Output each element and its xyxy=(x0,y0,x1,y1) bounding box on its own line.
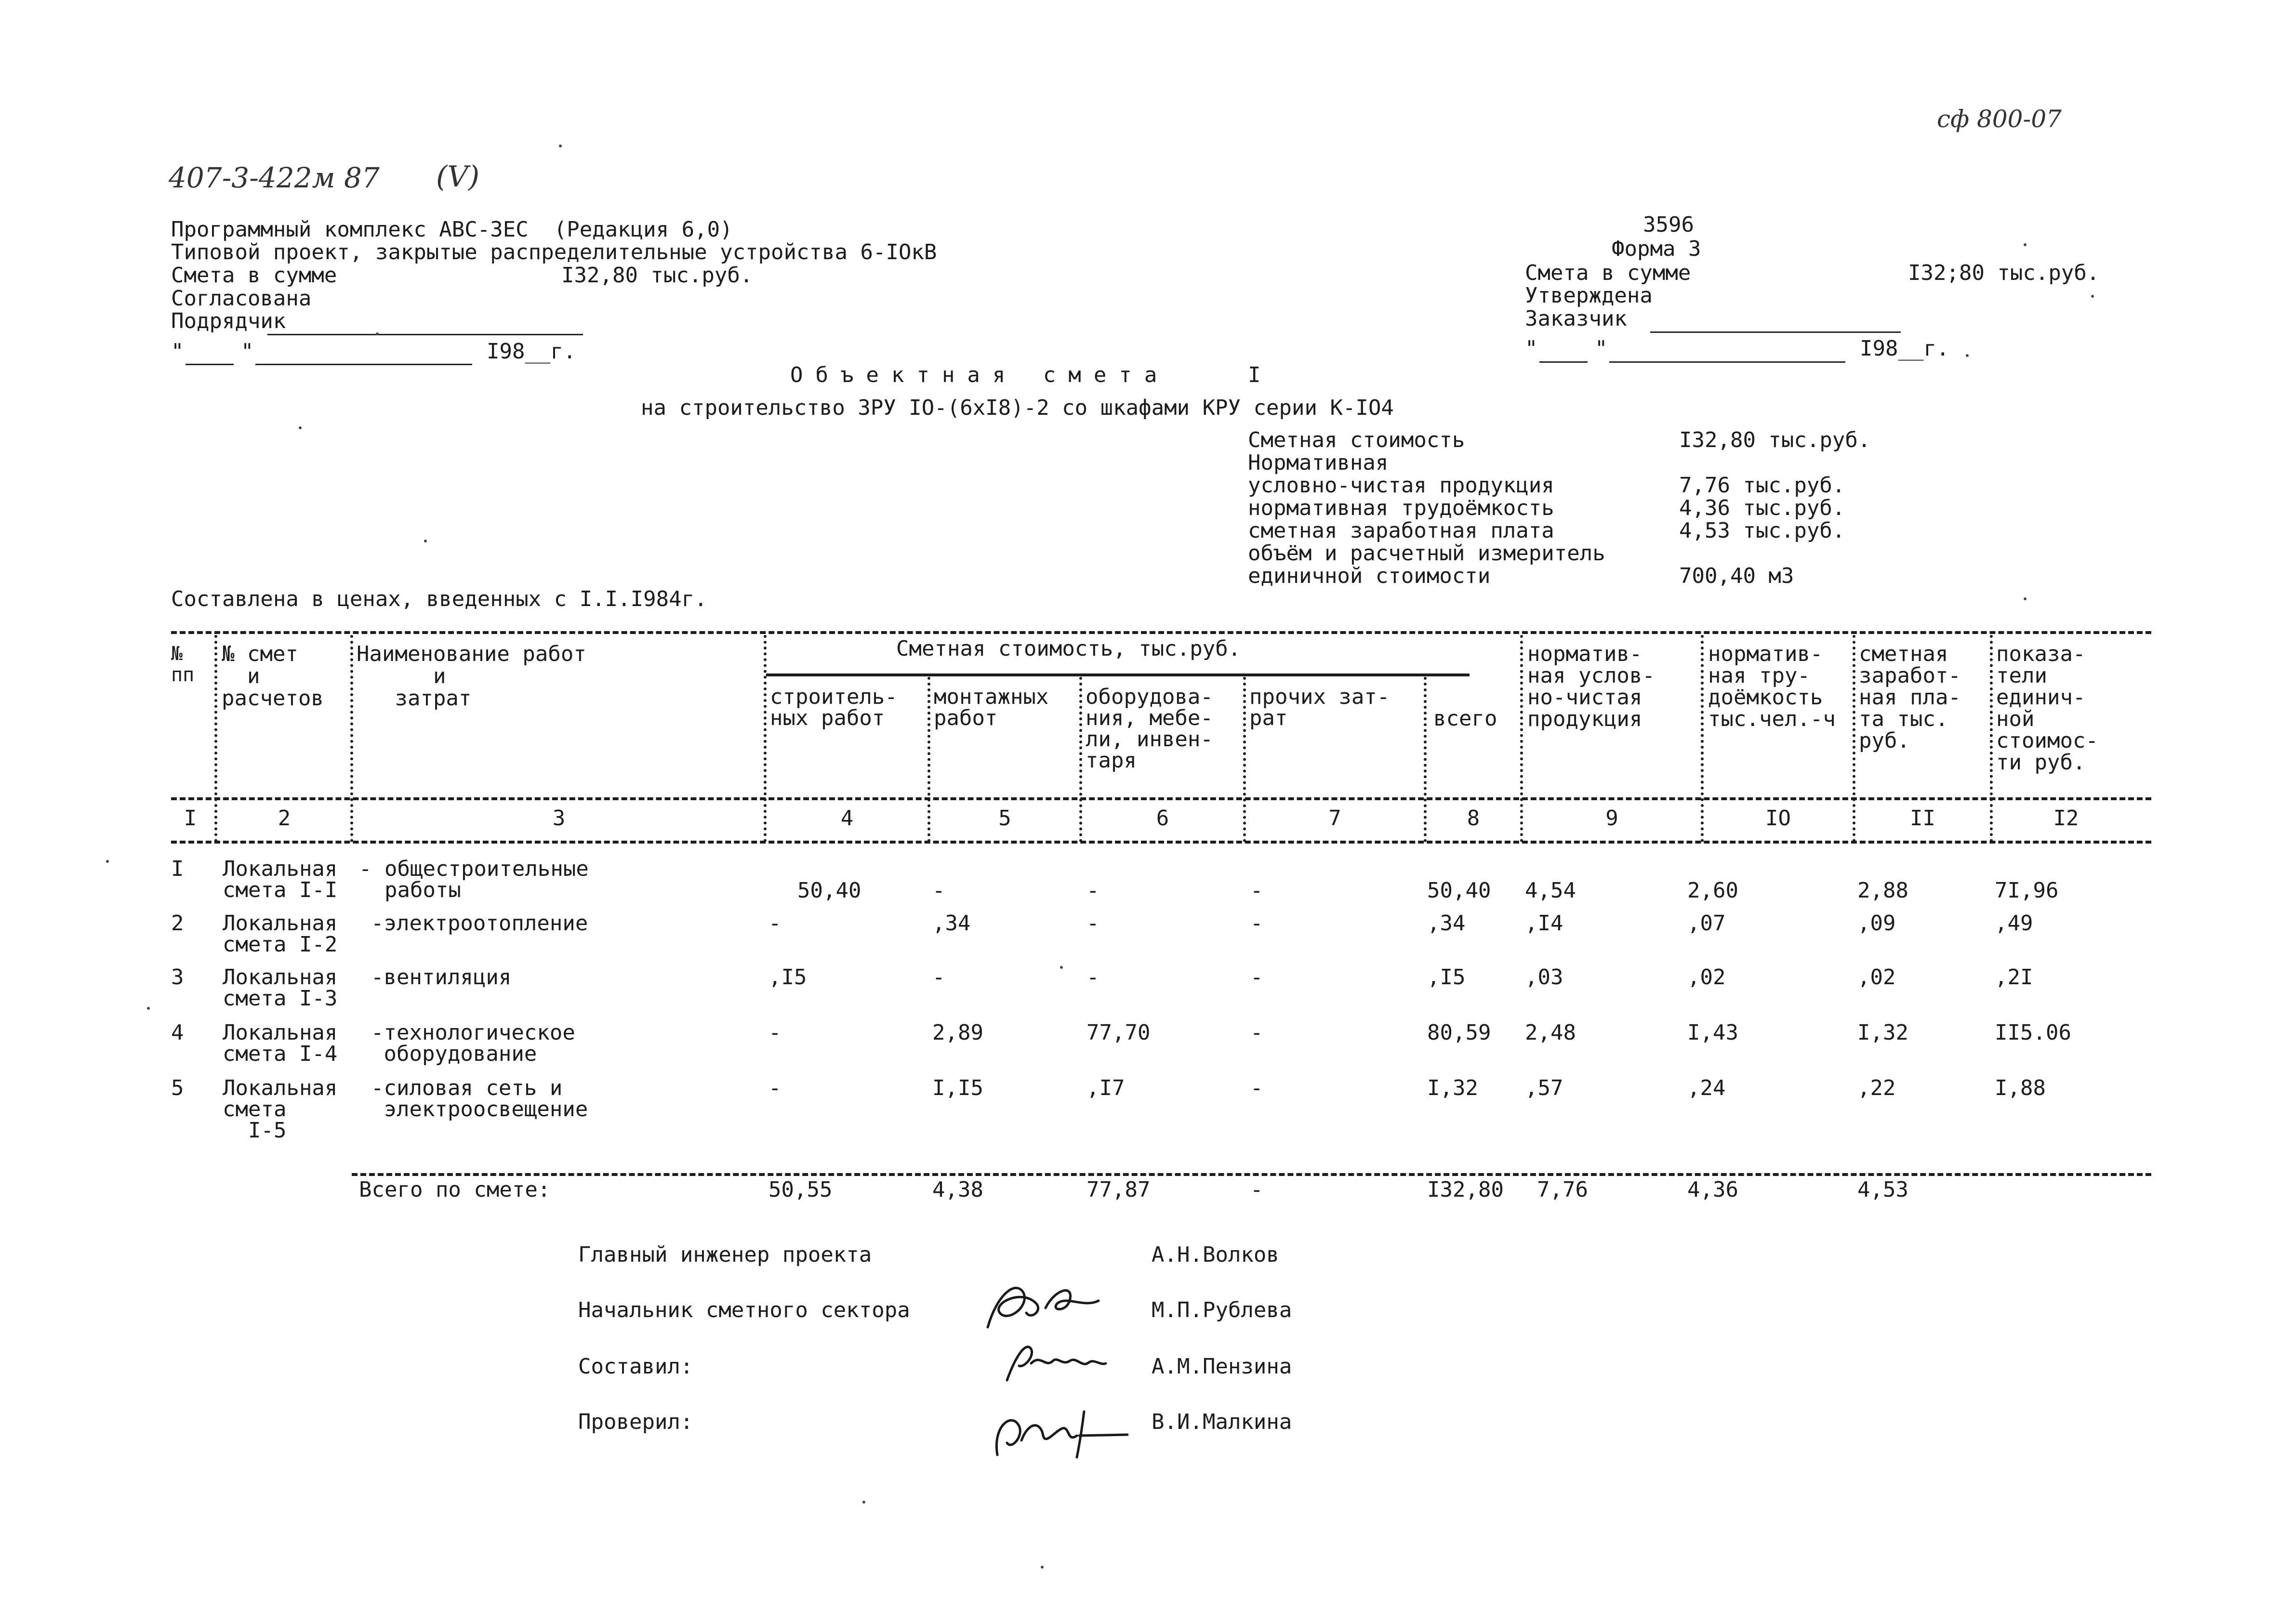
row-equipment: ,I7 xyxy=(1086,1076,1125,1100)
right-sum-value: I32;80 тыс.руб. xyxy=(1908,261,2100,285)
row-estimate: Локальная смета I-4 xyxy=(223,1020,338,1066)
col-sep-2 xyxy=(350,635,353,842)
row-net-product: ,I4 xyxy=(1525,911,1563,936)
col-sep-7 xyxy=(1424,677,1427,842)
right-approved-label: Утверждена xyxy=(1525,283,1653,308)
signature-name: А.Н.Волков xyxy=(1152,1242,1279,1267)
header-equipment: оборудова- ния, мебе- ли, инвен- таря xyxy=(1086,685,1213,773)
summary-label-normative: Нормативная xyxy=(1248,450,1389,475)
row-estimate: Локальная смета I-2 xyxy=(223,911,338,957)
col-number: II xyxy=(1910,806,1935,831)
project-line: Типовой проект, закрытые распределительные устройства 6-IOкВ xyxy=(171,240,937,264)
scan-speck xyxy=(559,145,562,147)
row-total: ,34 xyxy=(1427,911,1466,936)
row-unit-indicator: ,49 xyxy=(1995,911,2033,936)
row-number: 5 xyxy=(171,1076,184,1100)
row-installation: I,I5 xyxy=(932,1076,983,1100)
row-installation: 2,89 xyxy=(932,1020,983,1045)
row-wages: I,32 xyxy=(1857,1020,1908,1045)
header-wages: сметная заработ- ная пла- та тыс. руб. xyxy=(1859,642,1961,753)
row-net-product: 2,48 xyxy=(1525,1020,1576,1045)
row-equipment: - xyxy=(1086,878,1099,903)
col-number: I2 xyxy=(2053,806,2079,831)
total-net-product: 7,76 xyxy=(1537,1177,1588,1202)
handwritten-signature-malkina xyxy=(983,1397,1137,1465)
row-total: ,I5 xyxy=(1427,965,1466,990)
row-wages: ,22 xyxy=(1857,1076,1896,1100)
scan-speck xyxy=(2091,295,2094,298)
signature-role: Главный инженер проекта xyxy=(578,1242,872,1267)
summary-value-labor: 4,36 тыс.руб. xyxy=(1679,496,1845,520)
col-sep-5 xyxy=(1079,677,1082,842)
row-installation: ,34 xyxy=(932,911,971,936)
row-estimate: Локальная смета I-I xyxy=(223,857,338,902)
document-number: I xyxy=(1248,363,1261,387)
signature-role: Составил: xyxy=(578,1354,693,1379)
right-date-day-line xyxy=(1539,361,1588,363)
col-number: 8 xyxy=(1467,806,1480,831)
row-work-name: -электроотопление xyxy=(371,911,588,936)
total-construction: 50,55 xyxy=(768,1177,833,1202)
header-installation: монтажных работ xyxy=(934,685,1049,730)
row-other: - xyxy=(1250,965,1263,990)
row-work-name: -силовая сеть и электроосвещение xyxy=(371,1076,588,1122)
table-top-rule xyxy=(171,631,2151,634)
left-sum-value: I32,80 тыс.руб. xyxy=(561,263,753,288)
row-estimate: Локальная смета I-3 xyxy=(223,965,338,1011)
row-construction: ,I5 xyxy=(768,965,807,990)
scan-speck xyxy=(424,540,427,542)
header-group-cost: Сметная стоимость, тыс.руб. xyxy=(896,636,1241,661)
contractor-label: Подрядчик xyxy=(171,309,286,333)
row-wages: ,02 xyxy=(1857,965,1896,990)
total-equipment: 77,87 xyxy=(1086,1177,1151,1202)
row-number: 4 xyxy=(171,1020,184,1045)
row-total: 50,40 xyxy=(1427,878,1491,903)
header-row-number: № пп xyxy=(171,643,195,686)
header-work-name: Наименование работ и затрат xyxy=(357,642,586,711)
scan-speck xyxy=(2024,597,2026,600)
header-estimate-number: № смет и расчетов xyxy=(222,642,324,711)
col-sep-1 xyxy=(214,635,217,842)
row-construction: - xyxy=(768,911,781,936)
col-number: 2 xyxy=(278,806,291,831)
signature-name: М.П.Рублева xyxy=(1152,1298,1292,1322)
prices-note: Составлена в ценах, введенных с I.I.I984г. xyxy=(171,587,707,611)
col-sep-9 xyxy=(1701,635,1704,842)
summary-label-unit-cost: единичной стоимости xyxy=(1248,564,1491,588)
right-date-year: I98__г. xyxy=(1860,336,1949,361)
left-date-year: I98__г. xyxy=(487,339,576,364)
header-total: всего xyxy=(1433,706,1497,731)
total-sum: I32,80 xyxy=(1427,1177,1504,1202)
scan-speck xyxy=(1060,966,1063,969)
signature-name: А.М.Пензина xyxy=(1152,1354,1292,1379)
right-date-month-line xyxy=(1609,361,1845,363)
row-labor: 2,60 xyxy=(1687,878,1738,903)
document-code-handwritten: сф 800-07 xyxy=(1937,105,2062,133)
row-unit-indicator: ,2I xyxy=(1995,965,2033,990)
summary-value-wages: 4,53 тыс.руб. xyxy=(1679,518,1845,543)
row-net-product: ,03 xyxy=(1525,965,1563,990)
summary-value-cost: I32,80 тыс.руб. xyxy=(1679,428,1871,452)
scan-speck xyxy=(1041,1566,1044,1569)
left-sum-label: Смета в сумме xyxy=(171,263,337,288)
header-other: прочих зат- рат xyxy=(1249,685,1390,730)
signature-role: Начальник сметного сектора xyxy=(578,1298,910,1322)
header-net-product: норматив- ная услов- но-чистая продукция xyxy=(1527,642,1655,731)
left-approved-label: Согласована xyxy=(171,286,312,311)
row-net-product: 4,54 xyxy=(1525,878,1576,903)
right-date-quote-close: " xyxy=(1595,336,1608,361)
row-work-name: -вентиляция xyxy=(371,965,512,990)
col-number: 3 xyxy=(552,806,566,831)
row-unit-indicator: I,88 xyxy=(1995,1076,2046,1100)
row-unit-indicator: 7I,96 xyxy=(1995,878,2059,903)
col-number: 4 xyxy=(840,806,854,831)
col-sep-4 xyxy=(927,677,930,842)
document-title: Объектная смета xyxy=(790,363,1170,387)
scan-speck xyxy=(2024,243,2026,246)
row-installation: - xyxy=(932,878,945,903)
summary-value-volume: 700,40 м3 xyxy=(1679,564,1794,588)
summary-label-wages: сметная заработная плата xyxy=(1248,518,1554,543)
row-work-name: -технологическое оборудование xyxy=(371,1020,575,1066)
row-number: I xyxy=(171,857,184,881)
row-wages: ,09 xyxy=(1857,911,1896,936)
handwritten-signature-penzina xyxy=(997,1334,1113,1387)
scan-speck xyxy=(1966,354,1969,357)
row-number: 3 xyxy=(171,965,184,990)
contractor-signature-line xyxy=(267,334,583,335)
summary-label-cost: Сметная стоимость xyxy=(1248,428,1465,452)
customer-label: Заказчик xyxy=(1525,306,1627,331)
row-total: 80,59 xyxy=(1427,1020,1491,1045)
header-unit-indicators: показа- тели единич- ной стоимос- ти руб. xyxy=(1996,642,2098,775)
form-label: Форма 3 xyxy=(1612,237,1701,261)
signature-role: Проверил: xyxy=(578,1410,693,1434)
col-sep-10 xyxy=(1853,635,1855,842)
summary-label-net-product: условно-чистая продукция xyxy=(1248,473,1554,498)
col-sep-3 xyxy=(764,635,767,842)
row-work-name: - общестроительные работы xyxy=(359,857,589,902)
total-wages: 4,53 xyxy=(1857,1177,1908,1202)
total-other: - xyxy=(1250,1177,1263,1202)
header-labor: норматив- ная тру- доёмкость тыс.чел.-ч xyxy=(1708,642,1836,731)
scan-speck xyxy=(106,860,109,863)
scan-speck xyxy=(862,1501,865,1504)
scan-speck xyxy=(299,426,302,429)
row-wages: 2,88 xyxy=(1857,878,1908,903)
row-other: - xyxy=(1250,1076,1263,1100)
col-number: 9 xyxy=(1605,806,1618,831)
total-installation: 4,38 xyxy=(932,1177,983,1202)
scan-speck xyxy=(376,332,379,335)
row-other: - xyxy=(1250,1020,1263,1045)
project-code-handwritten: 407-3-422м 87 xyxy=(169,161,380,194)
row-construction: 50,40 xyxy=(797,878,861,903)
col-number: IO xyxy=(1765,806,1791,831)
customer-signature-line xyxy=(1650,331,1901,333)
document-subtitle: на строительство ЗРУ IO-(6xI8)-2 со шкафами КРУ серии К-IO4 xyxy=(641,396,1394,420)
left-date-quote-open: " xyxy=(171,339,184,364)
handwritten-signature-rubleva xyxy=(978,1274,1113,1337)
row-net-product: ,57 xyxy=(1525,1076,1563,1100)
row-construction: - xyxy=(768,1076,781,1100)
summary-value-net-product: 7,76 тыс.руб. xyxy=(1679,473,1845,498)
col-sep-6 xyxy=(1243,677,1246,842)
row-installation: - xyxy=(932,965,945,990)
total-rule xyxy=(352,1173,2151,1176)
signature-name: В.И.Малкина xyxy=(1152,1410,1292,1434)
col-number: I xyxy=(184,806,197,831)
row-labor: I,43 xyxy=(1687,1020,1738,1045)
row-construction: - xyxy=(768,1020,781,1045)
right-date-quote-open: " xyxy=(1525,336,1538,361)
row-estimate: Локальная смета I-5 xyxy=(223,1076,338,1143)
row-labor: ,02 xyxy=(1687,965,1726,990)
sheet-number: 3596 xyxy=(1643,212,1694,237)
group-header-rule xyxy=(766,673,1470,676)
col-number: 5 xyxy=(998,806,1011,831)
total-label: Всего по смете: xyxy=(359,1177,551,1202)
row-total: I,32 xyxy=(1427,1076,1478,1100)
left-date-day-line xyxy=(185,364,234,365)
col-sep-11 xyxy=(1990,635,1993,842)
volume-mark-handwritten: (V) xyxy=(436,160,480,194)
left-date-quote-close: " xyxy=(241,339,254,364)
scan-speck xyxy=(147,1007,150,1010)
col-number: 6 xyxy=(1156,806,1169,831)
row-equipment: - xyxy=(1086,911,1099,936)
row-other: - xyxy=(1250,911,1263,936)
row-labor: ,24 xyxy=(1687,1076,1726,1100)
right-sum-label: Смета в сумме xyxy=(1525,261,1691,285)
row-equipment: 77,70 xyxy=(1086,1020,1151,1045)
row-other: - xyxy=(1250,878,1263,903)
row-equipment: - xyxy=(1086,965,1099,990)
row-labor: ,07 xyxy=(1687,911,1726,936)
total-labor: 4,36 xyxy=(1687,1177,1738,1202)
col-sep-8 xyxy=(1520,635,1523,842)
header-construction: строитель- ных работ xyxy=(770,685,898,730)
left-date-month-line xyxy=(255,364,472,365)
row-number: 2 xyxy=(171,911,184,936)
software-line: Программный комплекс АВС-3ЕС (Редакция 6,0) xyxy=(171,217,733,242)
row-unit-indicator: II5.06 xyxy=(1995,1020,2071,1045)
summary-label-volume: объём и расчетный измеритель xyxy=(1248,541,1605,566)
col-number: 7 xyxy=(1328,806,1341,831)
summary-label-labor: нормативная трудоёмкость xyxy=(1248,496,1554,520)
